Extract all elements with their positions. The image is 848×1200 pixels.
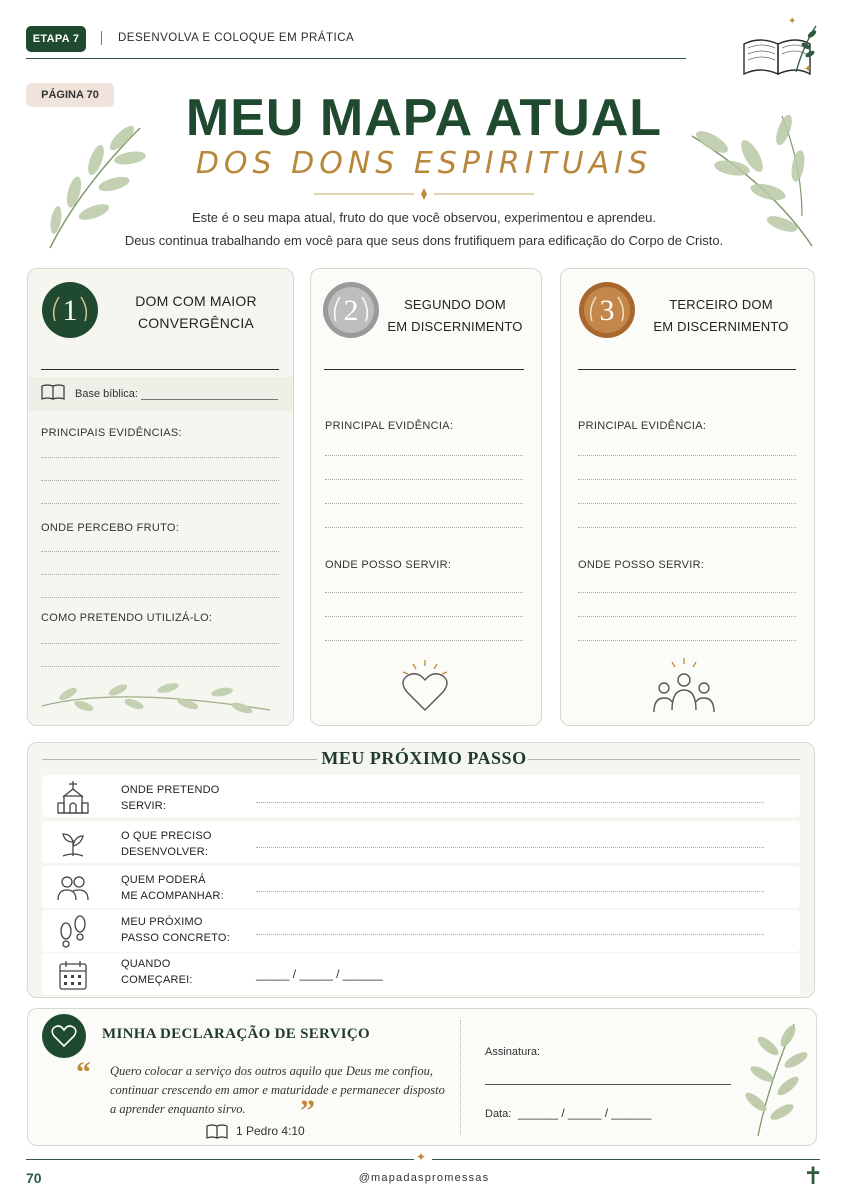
next-step-label-servir	[121, 782, 220, 814]
gift-name-line[interactable]	[41, 369, 279, 370]
heart-badge	[42, 1014, 86, 1058]
heart-icon	[393, 656, 457, 716]
gift-card-1-title-line1: DOM COM MAIOR	[135, 293, 257, 309]
next-step-label-acompanhar	[121, 872, 224, 904]
open-quote-icon: “	[76, 1056, 91, 1089]
write-line[interactable]	[41, 551, 279, 552]
label-line: QUEM PODERÁ	[121, 874, 206, 886]
write-line[interactable]	[578, 616, 796, 617]
gift-card-2-title-line2: EM DISCERNIMENTO	[387, 319, 523, 334]
verse-reference: 1 Pedro 4:10	[236, 1124, 305, 1138]
base-biblica-row	[28, 377, 293, 411]
label-line: PASSO CONCRETO:	[121, 932, 230, 944]
declaration-date-field[interactable]: ______ / _____ / ______	[518, 1106, 652, 1120]
label-line: ONDE PRETENDO	[121, 784, 220, 796]
gift-card-1-title	[110, 290, 282, 334]
write-line[interactable]	[325, 479, 523, 480]
svg-text:✦: ✦	[804, 64, 813, 75]
card1-section-utilizar: COMO PRETENDO UTILIZÁ-LO:	[41, 612, 213, 624]
heart-icon	[42, 1014, 86, 1058]
write-line[interactable]	[325, 455, 523, 456]
write-line[interactable]	[41, 503, 279, 504]
page-badge: PÁGINA 70	[26, 83, 114, 107]
people-icon	[648, 656, 720, 716]
card3-section-evidencia: PRINCIPAL EVIDÊNCIA:	[578, 420, 707, 432]
write-line[interactable]	[578, 455, 796, 456]
card2-section-evidencia: PRINCIPAL EVIDÊNCIA:	[325, 420, 454, 432]
medal-1-icon	[41, 281, 99, 339]
footer-rule-right	[432, 1159, 820, 1160]
open-book-icon	[41, 384, 65, 400]
write-line[interactable]	[578, 503, 796, 504]
declaration-text: Quero colocar a serviço dos outros aquilo que Deus me confiou, continuar crescendo em amor e maturidade e permanecer disposto a aprender enquanto sirvo.	[110, 1064, 445, 1116]
star-ornament-icon: ✦	[416, 1150, 427, 1164]
leaves-decoration-right	[672, 96, 822, 256]
write-line[interactable]	[325, 527, 523, 528]
medal-3-icon	[578, 281, 636, 339]
write-line[interactable]	[256, 891, 764, 892]
gift-card-3-title-line1: TERCEIRO DOM	[669, 297, 773, 312]
label-line: COMEÇAREI:	[121, 974, 193, 986]
header-separator	[101, 31, 102, 45]
declaration-separator	[460, 1020, 461, 1134]
write-line[interactable]	[578, 527, 796, 528]
ornament-divider	[314, 186, 534, 202]
gift-card-1-title-line2: CONVERGÊNCIA	[138, 315, 254, 331]
label-line: MEU PRÓXIMO	[121, 916, 203, 928]
write-line[interactable]	[41, 643, 279, 644]
signature-label: Assinatura:	[485, 1046, 541, 1058]
write-line[interactable]	[41, 597, 279, 598]
write-line[interactable]	[325, 503, 523, 504]
close-quote-icon: ”	[300, 1094, 315, 1127]
label-line: QUANDO	[121, 958, 171, 970]
write-line[interactable]	[256, 934, 764, 935]
write-line[interactable]	[578, 640, 796, 641]
next-step-label-comecarei	[121, 956, 193, 988]
leaves-decoration	[738, 1016, 810, 1140]
page-title: MEU MAPA ATUAL	[185, 89, 663, 147]
date-label: Data:	[485, 1108, 512, 1120]
footer-rule-left	[26, 1159, 414, 1160]
sprout-icon	[55, 826, 91, 862]
write-line[interactable]	[41, 480, 279, 481]
header-rule	[26, 58, 686, 59]
label-line: O QUE PRECISO	[121, 830, 212, 842]
people-icon	[55, 870, 91, 906]
label-line: DESENVOLVER:	[121, 846, 209, 858]
card3-section-servir: ONDE POSSO SERVIR:	[578, 559, 705, 571]
gift-name-line[interactable]	[578, 369, 796, 370]
section-title: DESENVOLVA E COLOQUE EM PRÁTICA	[118, 32, 355, 44]
write-line[interactable]	[325, 616, 523, 617]
signature-line[interactable]	[485, 1084, 731, 1085]
gift-card-2-title-line1: SEGUNDO DOM	[404, 297, 506, 312]
stage-badge: ETAPA 7	[26, 26, 86, 52]
write-line[interactable]	[41, 666, 279, 667]
page-number: 70	[26, 1170, 42, 1186]
card2-section-servir: ONDE POSSO SERVIR:	[325, 559, 452, 571]
intro-line-2: Deus continua trabalhando em você para que seus dons frutifiquem para edificação do Corpo de Cristo.	[124, 233, 724, 248]
medal-number: 1	[62, 294, 78, 327]
card1-section-evidencias: PRINCIPAIS EVIDÊNCIAS:	[41, 427, 182, 439]
medal-2-icon	[322, 281, 380, 339]
gift-card-3-title-line2: EM DISCERNIMENTO	[653, 319, 789, 334]
gift-card-3-title	[636, 294, 806, 338]
open-book-icon	[206, 1124, 228, 1139]
calendar-icon	[55, 957, 91, 993]
write-line[interactable]	[325, 640, 523, 641]
gift-card-2-title	[380, 294, 530, 338]
svg-text:✦: ✦	[788, 16, 797, 27]
write-line[interactable]	[578, 479, 796, 480]
branch-decoration	[38, 676, 274, 720]
label-line: SERVIR:	[121, 800, 167, 812]
page-subtitle: DOS DONS ESPIRITUAIS	[195, 146, 653, 181]
write-line[interactable]	[256, 847, 764, 848]
declaration-title: MINHA DECLARAÇÃO DE SERVIÇO	[102, 1026, 371, 1042]
base-biblica-label: Base bíblica:	[75, 388, 138, 400]
write-line[interactable]	[41, 457, 279, 458]
footprints-icon	[55, 914, 91, 950]
church-icon	[55, 779, 91, 815]
write-line[interactable]	[578, 592, 796, 593]
label-line: ME ACOMPANHAR:	[121, 890, 224, 902]
next-step-label-passo	[121, 914, 230, 946]
social-handle: @mapadaspromessas	[358, 1172, 490, 1184]
write-line[interactable]	[256, 802, 764, 803]
next-step-title: MEU PRÓXIMO PASSO	[321, 748, 527, 768]
base-biblica-line[interactable]	[141, 399, 278, 400]
gift-name-line[interactable]	[324, 369, 524, 370]
card1-section-fruto: ONDE PERCEBO FRUTO:	[41, 522, 180, 534]
leaves-decoration-left	[30, 108, 160, 258]
write-line[interactable]	[325, 592, 523, 593]
next-step-label-desenvolver	[121, 828, 212, 860]
medal-number: 2	[343, 294, 359, 327]
cross-icon: ✝	[803, 1163, 824, 1190]
start-date-field[interactable]: _____ / _____ / ______	[256, 967, 383, 981]
intro-line-1: Este é o seu mapa atual, fruto do que você observou, experimentou e aprendeu.	[192, 210, 656, 225]
write-line[interactable]	[41, 574, 279, 575]
medal-number: 3	[599, 294, 615, 327]
open-book-icon	[738, 14, 828, 80]
